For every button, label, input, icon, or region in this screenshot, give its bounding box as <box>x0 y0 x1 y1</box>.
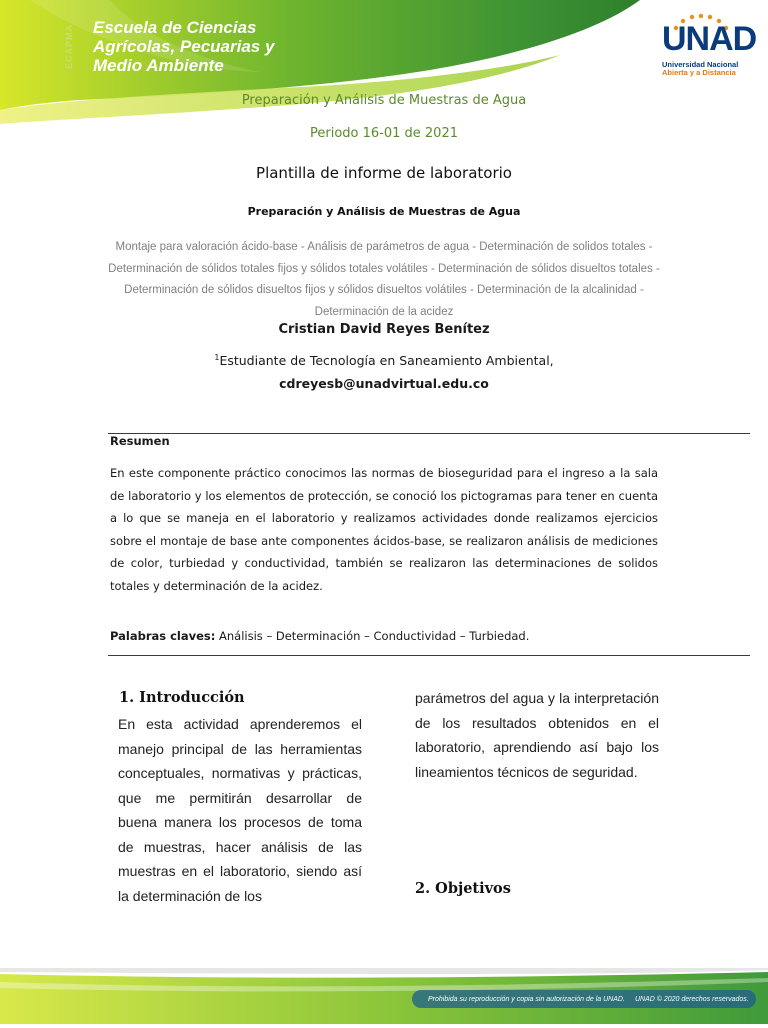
keywords-values: Análisis – Determinación – Conductividad – Turbiedad. <box>219 629 530 643</box>
abstract-bottom-rule <box>108 655 750 656</box>
topics-list: Montaje para valoración ácido-base - Análisis de parámetros de agua - Determinación de solidos totales - Determinación de sólidos totales fijos y sólidos totales volátiles - Determinación de sólidos disueltos totales - Determinación de sólidos disueltos fijos y sólidos disueltos volátiles - Determinación de la alcalinidad - Determinación de la acidez <box>108 241 660 318</box>
footer-notice: Prohibida su reproducción y copia sin autorización de la UNAD. <box>428 996 625 1003</box>
unad-logo-subtitle-2: Abierta y a Distancia <box>662 68 736 77</box>
school-name-line-2: Agrícolas, Pecuarias y <box>93 37 275 56</box>
school-name-line-1: Escuela de Ciencias <box>93 18 257 37</box>
author-name: Cristian David Reyes Benítez <box>278 322 490 337</box>
ecapma-tag: ECAPMA <box>64 23 74 69</box>
unad-logo: UNAD <box>662 20 757 58</box>
unad-logo-subtitle-1: Universidad Nacional <box>662 60 739 69</box>
abstract-top-rule <box>108 433 750 434</box>
objectives-heading: 2. Objetivos <box>415 880 511 897</box>
report-title: Preparación y Análisis de Muestras de Agua <box>247 205 521 218</box>
school-name-line-3: Medio Ambiente <box>93 56 224 75</box>
template-title: Plantilla de informe de laboratorio <box>256 164 512 182</box>
introduction-left-column: En esta actividad aprenderemos el manejo principal de las herramientas conceptuales, normativas y prácticas, que me permitirán desarrollar de buena manera los procesos de toma de muestras, hacer análisis de las muestras en el laboratorio, siendo así la determinación de los <box>118 716 362 904</box>
course-title: Preparación y Análisis de Muestras de Agua <box>241 93 527 108</box>
affiliation <box>0 353 768 368</box>
footer-copyright: UNAD © 2020 derechos reservados. <box>635 996 749 1003</box>
keywords-line <box>110 629 529 643</box>
abstract-heading: Resumen <box>110 434 170 448</box>
abstract-body: En este componente práctico conocimos las normas de bioseguridad para el ingreso a la sala de laboratorio y los elementos de protección, se conoció los pictogramas para tener en cuenta a lo que se maneja en el laboratorio y realizamos actividades donde realizamos ejercicios sobre el montaje de base ante componentes ácidos-base, se realizaron análisis de mediciones de color, turbiedad y conductividad, también se realizaron las determinaciones de solidos totales y determinación de la acidez. <box>110 466 658 593</box>
introduction-right-column: parámetros del agua y la interpretación de los resultados obtenidos en el laboratorio, aprendiendo así bajo los lineamientos técnicos de seguridad. <box>415 690 659 780</box>
school-name <box>93 18 313 75</box>
introduction-heading: 1. Introducción <box>119 689 245 706</box>
author-email: cdreyesb@unadvirtual.edu.co <box>279 376 489 391</box>
keywords-label: Palabras claves: <box>110 629 216 643</box>
affiliation-mark: 1 <box>214 353 220 362</box>
period: Periodo 16-01 de 2021 <box>310 126 458 141</box>
affiliation-text: Estudiante de Tecnología en Saneamiento Ambiental, <box>219 353 554 368</box>
